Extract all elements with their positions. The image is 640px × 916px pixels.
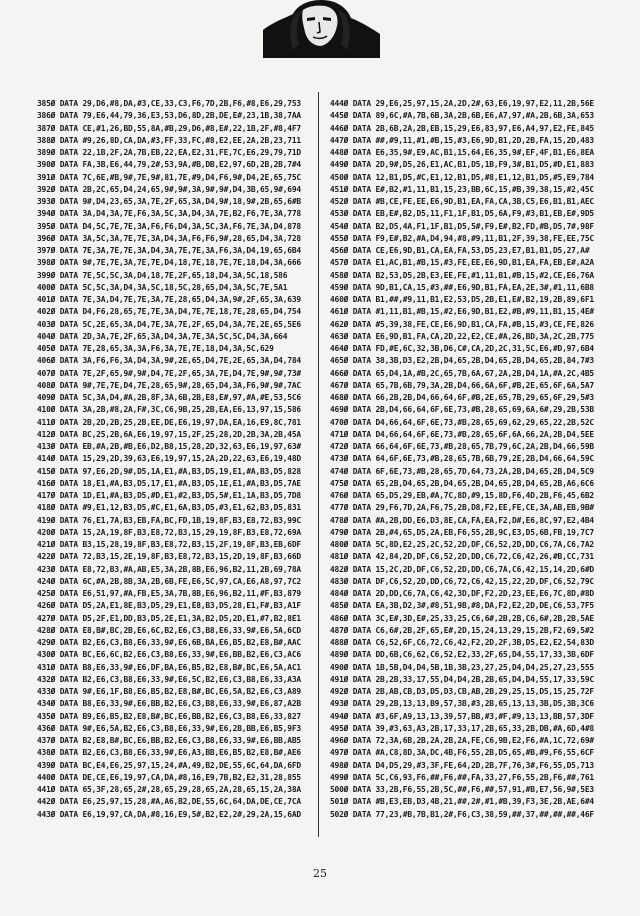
listing-line: 463Ø DATA E6,9D,B1,FA,CA,2D,22,E2,CE,#A,26,BD,3A,2C,2B,775 — [330, 331, 594, 341]
listing-line: 499Ø DATA 5C,C6,93,F6,##,F6,##,FA,33,27,F6,55,2B,F6,##,761 — [330, 772, 594, 782]
listing-line: 485Ø DATA EA,3B,D2,3#,#8,51,9B,#8,DA,F2,E2,2D,DE,C6,53,7F5 — [330, 601, 594, 611]
listing-line: 397Ø DATA 7E,3A,7E,7E,3A,D4,3A,7E,7E,3A,F6,3A,D4,19,65,6B4 — [37, 246, 301, 255]
listing-line: 402Ø DATA D4,F6,28,65,7E,7E,3A,D4,7E,7E,18,7E,28,65,D4,754 — [37, 307, 301, 317]
listing-line: 387Ø DATA CE,#1,26,BD,55,8A,#B,29,D6,#8,E#,22,1B,2F,#8,4F7 — [37, 123, 301, 133]
column-divider — [318, 92, 319, 837]
listing-line: 492Ø DATA 2B,AB,CB,D3,D5,D3,CB,AB,2B,29,25,15,D5,15,25,72F — [330, 687, 594, 696]
listing-line: 445Ø DATA 89,6C,#A,7B,6B,3A,2B,6B,E6,A7,97,#A,2B,6B,3A,653 — [330, 111, 594, 121]
listing-line: 420Ø DATA 15,2A,19,8F,B3,E8,72,B3,15,29,19,8F,B3,E8,72,69A — [37, 527, 301, 537]
listing-line: 424Ø DATA 6C,#A,2B,8B,3A,2B,6B,FE,E6,5C,97,CA,E6,A8,97,7C2 — [37, 576, 301, 586]
listing-line: 390Ø DATA FA,3B,E6,44,79,2#,53,9A,#B,DB,E2,97,6D,2B,2B,7#4 — [37, 160, 301, 170]
listing-line: 470Ø DATA D4,66,64,6F,6E,73,#B,28,65,69,62,29,65,22,2B,52C — [330, 417, 594, 427]
listing-line: 475Ø DATA 65,2B,D4,65,2B,D4,65,2B,D4,65,2B,D4,65,2B,A6,6C6 — [330, 478, 594, 488]
listing-line: 404Ø DATA 2D,3A,7E,2F,65,3A,D4,3A,7E,3A,5C,5C,D4,3A,664 — [37, 331, 288, 341]
listing-line: 386Ø DATA 79,E6,44,79,36,E3,53,D6,8D,2B,DE,E#,23,1B,38,7AA — [37, 111, 301, 121]
listing-line: 441Ø DATA 65,3F,28,65,2#,28,65,29,28,65,2A,28,65,15,2A,38A — [37, 785, 301, 794]
listing-line: 426Ø DATA D5,2A,E1,8E,B3,D5,29,E1,E8,B3,D5,28,E1,F#,B3,A1F — [37, 601, 301, 611]
listing-line: 412Ø DATA BC,25,2B,6A,E6,19,97,15,2F,25,28,2D,2B,3A,2B,45A — [37, 429, 301, 439]
listing-line: 455Ø DATA F9,E#,B2,#A,D4,94,#8,#9,11,B1,2F,39,38,FE,EE,75C — [330, 233, 594, 243]
listing-line: 493Ø DATA 29,2B,13,13,B9,57,3B,#3,2B,65,13,13,3B,D5,3B,3C6 — [330, 699, 594, 709]
listing-line: 460Ø DATA B1,##,#9,11,B1,E2,53,D5,2B,E1,E#,B2,19,2B,89,6F1 — [330, 295, 594, 304]
listing-line: 435Ø DATA B9,E6,B5,B2,E8,B#,BC,E6,BB,B2,E6,C3,B8,E6,33,827 — [37, 711, 301, 721]
listing-line: 403Ø DATA 5C,2E,65,3A,D4,7E,3A,7E,2F,65,D4,3A,7E,2E,65,5E6 — [37, 319, 301, 329]
listing-line: 423Ø DATA E8,72,B3,#A,AB,E5,3A,2B,8B,E6,96,B2,11,2B,69,78A — [37, 564, 301, 574]
listing-line: 429Ø DATA B2,E6,C3,B8,E6,33,9#,E6,6B,BA,E6,B5,B2,E8,B#,AAC — [37, 638, 301, 647]
listing-line: 432Ø DATA B2,E6,C3,B8,E6,33,9#,E6,5C,B2,E6,C3,B8,E6,33,A3A — [37, 674, 301, 684]
listing-line: 447Ø DATA ##,#9,11,#1,#B,15,#3,E6,9D,B1,2D,2B,FA,15,2D,483 — [330, 135, 594, 145]
listing-line: 389Ø DATA 22,1B,2F,2A,7B,EB,22,EA,E2,31,FE,7C,E6,29,79,71D — [37, 148, 301, 157]
listing-line: 430Ø DATA BC,E6,6C,B2,E6,C3,B8,E6,33,9#,E6,BB,B2,E6,C3,AC6 — [37, 650, 301, 660]
listing-line: 439Ø DATA BC,E4,E6,25,97,15,24,#A,49,B2,DE,55,6C,64,DA,6FD — [37, 760, 301, 770]
listing-line: 410Ø DATA 3A,2B,#8,2A,F#,3C,C6,9B,25,2B,EA,E6,13,97,15,586 — [37, 405, 301, 415]
listing-line: 454Ø DATA B2,D5,4A,F1,1F,B1,D5,5#,F9,E#,B2,FD,#B,D5,7#,98F — [330, 221, 594, 231]
listing-line: 458Ø DATA B2,53,D5,2B,E3,EE,FE,#1,11,B1,#B,15,#2,CE,E6,76A — [330, 270, 594, 280]
listing-line: 484Ø DATA 2D,DD,C6,7A,C6,42,3D,DF,F2,2D,23,EE,E6,7C,8D,#8D — [330, 589, 594, 598]
listing-line: 437Ø DATA B2,E8,B#,BC,E6,BB,B2,E6,C3,B8,E6,33,9#,E6,BB,AB5 — [37, 736, 301, 745]
listing-line: 498Ø DATA D4,D5,29,#3,3F,FE,64,2D,2B,7F,76,3#,F6,55,D5,713 — [330, 760, 594, 770]
listing-line: 422Ø DATA 72,B3,15,2E,19,8F,B3,E8,72,B3,15,2D,19,8F,B3,66D — [37, 552, 301, 562]
portrait-image — [263, 0, 380, 58]
listing-line: 488Ø DATA C6,52,6F,C6,72,C6,42,F2,2D,2F,3B,D5,E2,E2,54,83D — [330, 638, 594, 647]
listing-line: 481Ø DATA 42,84,2D,DF,C6,52,2D,DD,C6,72,C6,42,26,#B,CC,731 — [330, 552, 594, 562]
listing-line: 452Ø DATA #B,CE,FE,EE,E6,9D,B1,EA,FA,CA,3B,C5,E6,B1,B1,AEC — [330, 197, 594, 206]
listing-line: 465Ø DATA 38,3B,D3,E2,2B,D4,65,2B,D4,65,2B,D4,65,2B,84,7#3 — [330, 356, 594, 366]
listing-line: 459Ø DATA 9D,B1,CA,15,#3,##,E6,9D,B1,FA,EA,2E,3#,#1,11,6B8 — [330, 282, 594, 292]
listing-line: 419Ø DATA 76,E1,7A,B3,EB,FA,BC,FD,1B,19,8F,B3,E8,72,B3,99C — [37, 515, 301, 525]
listing-line: 487Ø DATA C6,6#,2B,2F,65,E#,2D,15,24,13,29,15,2B,F2,69,5#2 — [330, 625, 594, 635]
listing-line: 400Ø DATA 5C,5C,3A,D4,3A,5C,18,5C,28,65,D4,3A,5C,7E,5A1 — [37, 282, 288, 292]
listing-line: 431Ø DATA B8,E6,33,9#,E6,DF,BA,E6,B5,B2,E8,B#,BC,E6,5A,AC1 — [37, 662, 301, 672]
listing-line: 436Ø DATA 9#,E6,5A,B2,E6,C3,B8,E6,33,9#,E6,2B,BB,E6,B5,9F3 — [37, 723, 301, 733]
listing-line: 500Ø DATA 33,2B,F6,55,2B,5C,##,F6,##,57,91,#B,E7,56,9#,5E3 — [330, 785, 594, 794]
listing-line: 418Ø DATA #9,E1,12,B3,D5,#C,E1,6A,B3,D5,#3,E1,62,B3,D5,831 — [37, 503, 301, 513]
listing-line: 442Ø DATA E6,25,97,15,28,#A,A6,B2,DE,55,6C,64,DA,DE,CE,7CA — [37, 797, 301, 807]
listing-line: 391Ø DATA 7C,6E,#B,9#,7E,9#,81,7E,#9,D4,F6,9#,D4,2E,65,75C — [37, 172, 301, 182]
listing-line: 456Ø DATA CE,E6,9D,B1,CA,EA,FA,53,D5,23,E7,B1,B1,D5,27,A# — [330, 246, 590, 255]
listing-line: 490Ø DATA 1B,5B,D4,D4,5B,1B,3B,23,27,25,D4,D4,25,27,23,555 — [330, 662, 594, 672]
listing-line: 494Ø DATA #3,6F,A9,13,13,39,57,BB,#3,#F,#9,13,13,BB,57,3DF — [330, 711, 594, 721]
listing-line: 496Ø DATA 72,3A,6B,2B,2A,2B,2A,FE,C6,9B,E2,F6,#A,1C,72,69# — [330, 736, 594, 745]
listing-line: 471Ø DATA D4,66,64,6F,6E,73,#B,28,65,6F,6A,66,2A,2B,D4,5EE — [330, 429, 594, 439]
listing-line: 388Ø DATA #9,26,8D,CA,DA,#3,FF,33,FC,#8,E2,EE,2A,2B,23,711 — [37, 135, 301, 145]
listing-line: 461Ø DATA #1,11,B1,#B,15,#2,E6,9D,B1,E2,#B,#9,11,B1,15,4E# — [330, 307, 594, 317]
listing-line: 450Ø DATA 12,B1,D5,#C,E1,12,B1,D5,#8,E1,12,B1,D5,#5,E9,784 — [330, 172, 594, 182]
right-listing-column — [330, 98, 602, 821]
listing-line: 392Ø DATA 2B,2C,65,D4,24,65,9#,9#,3A,9#,9#,D4,3B,65,9#,694 — [37, 184, 301, 194]
listing-line: 385Ø DATA 29,D6,#8,DA,#3,CE,33,C3,F6,7D,2B,F6,#8,E6,29,753 — [37, 99, 301, 108]
listing-line: 451Ø DATA E#,B2,#1,11,B1,15,23,BB,6C,15,#B,39,38,15,#2,45C — [330, 184, 594, 194]
listing-line: 501Ø DATA #B,E3,EB,D3,4B,21,##,2#,#1,#B,39,F3,3E,2B,AE,6#4 — [330, 797, 594, 807]
listing-line: 486Ø DATA 3C,E#,3D,E#,25,33,25,C6,6#,2B,2B,C6,6#,2B,2B,5AE — [330, 613, 594, 623]
listing-line: 407Ø DATA 7E,2F,65,9#,9#,D4,7E,2F,65,3A,7E,D4,7E,9#,9#,73# — [37, 368, 301, 378]
listing-line: 446Ø DATA 2B,6B,2A,2B,EB,15,29,E6,83,97,E6,A4,97,E2,FE,845 — [330, 123, 594, 133]
listing-line: 483Ø DATA DF,C6,52,2D,DD,C6,72,C6,42,15,22,2D,DF,C6,52,79C — [330, 576, 594, 586]
listing-line: 466Ø DATA 65,D4,1A,#B,2C,65,7B,6A,67,2A,2B,D4,1A,#A,2C,4B5 — [330, 368, 594, 378]
listing-line: 476Ø DATA 65,D5,29,EB,#A,7C,8D,#9,15,8D,F6,4D,2B,F6,45,6B2 — [330, 491, 594, 500]
listing-line: 473Ø DATA 64,6F,6E,73,#B,28,65,7B,6B,79,2E,2B,D4,66,64,59C — [330, 454, 594, 464]
listing-line: 453Ø DATA EB,E#,B2,D5,11,F1,1F,B1,D5,6A,F9,#3,B1,EB,E#,9D5 — [330, 209, 594, 219]
listing-line: 462Ø DATA #5,39,38,FE,CE,E6,9D,B1,CA,FA,#B,15,#3,CE,FE,826 — [330, 319, 594, 329]
listing-line: 413Ø DATA EB,#A,2B,#B,E6,D2,B8,15,28,2D,32,63,E6,19,97,63# — [37, 442, 301, 451]
listing-line: 444Ø DATA 29,E6,25,97,15,2A,2D,2#,63,E6,19,97,E2,11,2B,56E — [330, 99, 594, 108]
listing-line: 434Ø DATA B8,E6,33,9#,E6,BB,B2,E6,C3,B8,E6,33,9#,E6,87,A2B — [37, 699, 301, 709]
listing-line: 440Ø DATA DE,CE,E6,19,97,CA,DA,#8,16,E9,7B,B2,E2,31,28,855 — [37, 772, 301, 782]
listing-line: 411Ø DATA 2B,2D,2B,25,2B,EE,DE,E6,19,97,DA,EA,16,E9,8C,781 — [37, 417, 301, 427]
listing-line: 477Ø DATA 29,F6,7D,2A,F6,75,2B,D8,F2,EE,FE,CE,3A,AB,EB,9B# — [330, 503, 594, 513]
listing-line: 409Ø DATA 5C,3A,D4,#A,2B,8F,3A,6B,2B,E8,E#,97,#A,#E,53,5C6 — [37, 393, 301, 402]
listing-line: 425Ø DATA E6,51,97,#A,FB,E5,3A,7B,8B,E6,96,B2,11,#F,B3,879 — [37, 589, 301, 598]
listing-line: 406Ø DATA 3A,F6,F6,3A,D4,3A,9#,2E,65,D4,7E,2E,65,3A,D4,784 — [37, 356, 301, 366]
listing-line: 469Ø DATA 2B,D4,66,64,6F,6E,73,#B,28,65,69,6A,6#,29,2B,53B — [330, 405, 594, 415]
listing-line: 457Ø DATA E1,AC,B1,#B,15,#3,FE,EE,E6,9D,B1,EA,FA,EB,E#,A2A — [330, 258, 594, 268]
listing-line: 478Ø DATA #A,2B,DD,E6,D3,8E,CA,FA,EA,F2,D#,E6,8C,97,E2,4B4 — [330, 515, 594, 525]
listing-line: 482Ø DATA 15,2C,2D,DF,C6,52,2D,DD,C6,7A,C6,42,15,14,2D,6#D — [330, 564, 594, 574]
listing-line: 497Ø DATA #A,C8,8D,3A,DC,4B,F6,55,2B,D5,65,#B,#9,F6,55,6CF — [330, 748, 594, 758]
listing-line: 428Ø DATA E8,B#,BC,2B,E6,6C,B2,E6,C3,B8,E6,33,9#,E6,5A,6CD — [37, 625, 301, 635]
listing-line: 414Ø DATA 15,29,2D,39,63,E6,19,97,15,2A,2D,22,63,E6,19,48D — [37, 454, 301, 464]
listing-line: 427Ø DATA D5,2F,E1,DD,B3,D5,2E,E1,3A,B2,D5,2D,E1,#7,B2,8E1 — [37, 613, 301, 623]
listing-line: 479Ø DATA 2B,#4,65,D5,2A,EB,F6,55,2B,9C,E3,D5,6B,FB,19,7C7 — [330, 527, 594, 537]
listing-line: 472Ø DATA 66,64,6F,6E,73,#B,28,65,7B,79,6C,2A,2B,D4,66,59B — [330, 442, 594, 451]
listing-line: 438Ø DATA B2,E6,C3,B8,E6,33,9#,E6,A3,BB,E6,B5,B2,E8,B#,AE6 — [37, 748, 301, 758]
listing-line: 396Ø DATA 3A,5C,3A,7E,7E,3A,D4,3A,F6,F6,9#,28,65,D4,3A,728 — [37, 233, 301, 243]
listing-line: 491Ø DATA 2B,2B,33,17,55,D4,D4,2B,2B,65,D4,D4,55,17,33,59C — [330, 674, 594, 684]
listing-line: 417Ø DATA 1D,E1,#A,B3,D5,#D,E1,#2,B3,D5,5#,E1,1A,B3,D5,7D8 — [37, 491, 301, 500]
listing-line: 394Ø DATA 3A,D4,3A,7E,F6,3A,5C,3A,D4,3A,7E,B2,F6,7E,3A,778 — [37, 209, 301, 219]
listing-line: 495Ø DATA 39,#3,63,A3,2B,17,33,17,2B,65,33,2B,DB,#A,6D,4#8 — [330, 723, 594, 733]
listing-line: 468Ø DATA 66,2B,2B,D4,66,64,6F,#B,2E,65,7B,29,65,6F,29,5#3 — [330, 393, 594, 402]
page-number: 25 — [313, 867, 327, 880]
listing-line: 415Ø DATA 97,E6,2D,9#,D5,1A,E1,#A,B3,D5,19,E1,#A,B3,D5,828 — [37, 466, 301, 476]
listing-line: 395Ø DATA D4,5C,7E,7E,3A,F6,F6,D4,3A,5C,3A,F6,7E,3A,D4,878 — [37, 221, 301, 231]
listing-line: 408Ø DATA 9#,7E,7E,D4,7E,28,65,9#,28,65,D4,3A,F6,9#,9#,7AC — [37, 380, 301, 390]
listing-line: 401Ø DATA 7E,3A,D4,7E,7E,3A,7E,28,65,D4,3A,9#,2F,65,3A,639 — [37, 295, 301, 304]
listing-line: 393Ø DATA 9#,D4,23,65,3A,7E,2F,65,3A,D4,9#,18,9#,2B,65,6#B — [37, 197, 301, 206]
listing-line: 399Ø DATA 7E,5C,5C,3A,D4,18,7E,2F,65,18,D4,3A,5C,18,586 — [37, 270, 288, 280]
listing-line: 464Ø DATA FD,#E,6C,32,3B,D6,C#,CA,2D,2C,31,5C,E6,#D,97,6B4 — [330, 344, 594, 353]
listing-line: 480Ø DATA 5C,8D,E2,25,2C,52,2D,DF,C6,52,2D,DD,C6,7A,C6,7A2 — [330, 540, 594, 549]
listing-line: 416Ø DATA 18,E1,#A,B3,D5,17,E1,#A,B3,D5,1E,E1,#A,B3,D5,7AE — [37, 478, 301, 488]
listing-line: 502Ø DATA 77,23,#B,7B,B1,2#,F6,C3,38,59,##,37,##,##,##,46F — [330, 809, 594, 819]
listing-line: 405Ø DATA 7E,28,65,3A,3A,F6,3A,7E,7E,18,D4,3A,5C,629 — [37, 344, 274, 353]
listing-line: 467Ø DATA 65,7B,6B,79,3A,2B,D4,66,6A,6F,#B,2E,65,6F,6A,5A7 — [330, 380, 594, 390]
listing-line: 448Ø DATA E6,35,9#,E9,AC,B1,15,64,E6,35,9#,EF,4F,B1,E6,8EA — [330, 148, 594, 157]
listing-line: 474Ø DATA 6F,6E,73,#B,28,65,7D,64,73,2A,2B,D4,65,2B,D4,5C9 — [330, 466, 594, 476]
listing-line: 443Ø DATA E6,19,97,CA,DA,#8,16,E9,5#,B2,E2,2#,29,2A,15,6AD — [37, 809, 301, 819]
listing-line: 398Ø DATA 9#,7E,7E,3A,7E,7E,D4,18,7E,18,7E,7E,18,D4,3A,666 — [37, 258, 301, 268]
listing-line: 421Ø DATA B3,15,28,19,8F,B3,E8,72,B3,15,2F,19,8F,B3,EB,6DF — [37, 540, 301, 549]
listing-line: 433Ø DATA 9#,E6,1F,B8,E6,B5,B2,E8,B#,BC,E6,5A,B2,E6,C3,A89 — [37, 687, 301, 696]
left-listing-column — [37, 98, 309, 821]
listing-line: 489Ø DATA DD,6B,C6,62,C6,52,E2,33,2F,65,D4,55,17,33,3B,6DF — [330, 650, 594, 660]
listing-line: 449Ø DATA 2D,9#,D5,26,E1,AC,B1,D5,1B,F9,3#,B1,D5,#D,E1,883 — [330, 160, 594, 170]
